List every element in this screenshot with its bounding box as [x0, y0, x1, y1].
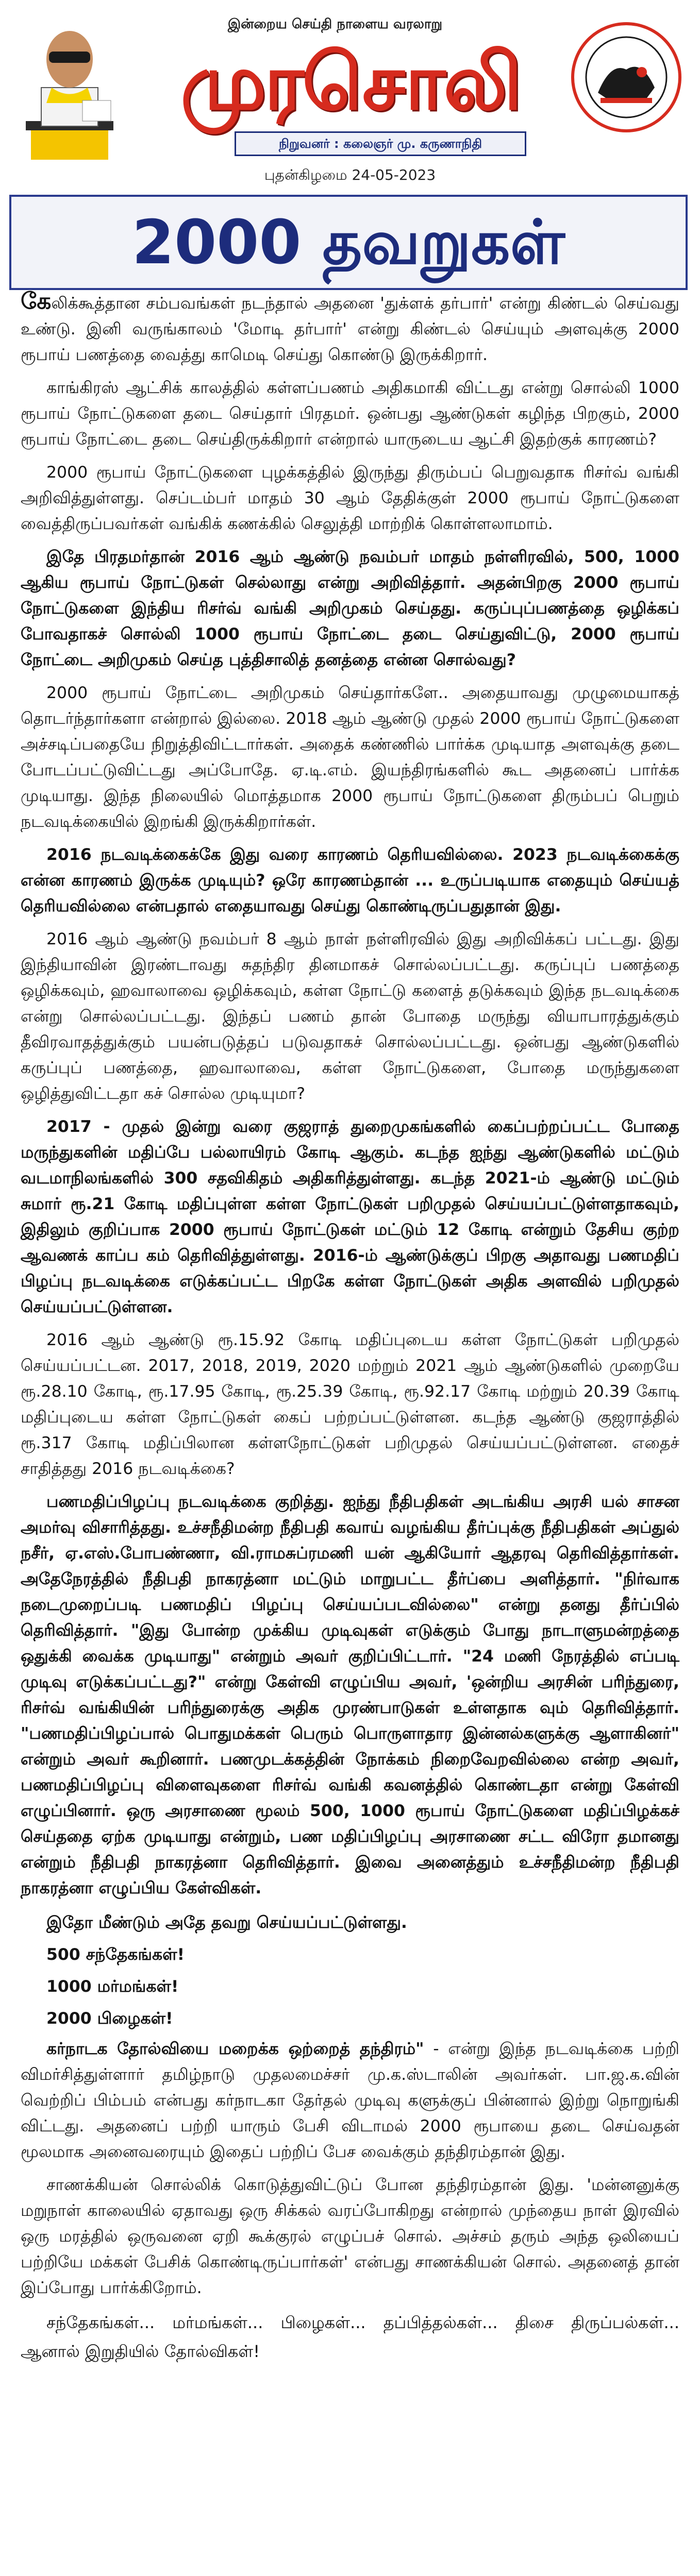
paragraph-5: 2000 ரூபாய் நோட்டை அறிமுகம் செய்தார்களே.. அதையாவது முழுமையாகத் தொடர்ந்தார்களா என்றால் இல்லை. 2018 ஆம் ஆண்டு முதல் 2000 ரூபாய் நோட்டுகளை அச்சடிப்பதையே நிறுத்திவிட்டார்கள். அதைக் கண்ணில் பார்க்க முடியாத அளவுக்கு தடை போடப்பட்டுவிட்டது அப்போதே. ஏ.டி.எம். இயந்திரங்களில் கூட அதனைப் பார்க்க முடியாது. இந்த நிலையில் மொத்தமாக 2000 ரூபாய் நோட்டுகளை திரும்பப் பெறும் நடவடிக்கையில் இறங்கி இருக்கிறார்கள்.: [21, 684, 679, 831]
article-body: [21, 289, 679, 2366]
publication-date: புதன்கிழமை 24-05-2023: [264, 166, 436, 183]
paragraph-1-text: லிக்கூத்தான சம்பவங்கள் நடந்தால் அதனை 'துக்ளக் தர்பார்' என்று கிண்டல் செய்வது உண்டு. இனி வருங்காலம் 'மோடி தர்பார்' என்று கிண்டல் செய்யும் அளவுக்கு 2000 ரூபாய் பணத்தை வைத்து காமெடி செய்து கொண்டு இருக்கிறார்.: [21, 294, 679, 364]
paragraph-11: இதோ மீண்டும் அதே தவறு செய்யப்பட்டுள்ளது.: [46, 1913, 407, 1932]
paragraph-2: காங்கிரஸ் ஆட்சிக் காலத்தில் கள்ளப்பணம் அதிகமாகி விட்டது என்று சொல்லி 1000 ரூபாய் நோட்டுகளை தடை செய்தார் பிரதமர். ஒன்பது ஆண்டுகள் கழிந்த பிறகும், 2000 ரூபாய் நோட்டை தடை செய்திருக்கிறார் என்றால் யாருடைய ஆட்சி இதற்குக் காரணம்?: [21, 379, 679, 449]
paragraph-15-text: - என்று இந்த நடவடிக்கை பற்றி விமர்சித்துள்ளார் தமிழ்நாடு முதலமைச்சர் மு.க.ஸ்டாலின் அவர்கள். பா.ஜ.க.வின் வெற்றிப் பிம்பம் என்பது கர்நாடகா தேர்தல் முடிவு களுக்குப் பின்னால் இற்று நொறுங்கி விட்டது. அதனைப் பற்றி யாரும் பேசி விடாமல் 2000 ரூபாயை தடை செய்வதன் மூலமாக அனைவரையும் இதைப் பற்றிப் பேச வைக்கும் தந்திரம்தான் இது.: [21, 2040, 679, 2161]
paragraph-10: பணமதிப்பிழப்பு நடவடிக்கை குறித்து. ஐந்து நீதிபதிகள் அடங்கிய அரசி யல் சாசன அமர்வு விசாரித்தது. உச்சநீதிமன்ற நீதிபதி கவாய் வழங்கிய தீர்ப்புக்கு நீதிபதிகள் அப்துல் நசீர், ஏ.எஸ்.போபண்ணா, வி.ராமசுப்ரமணி யன் ஆகியோர் ஆதரவு தெரிவித்தார்கள். அதேநேரத்தில் நீதிபதி நாகரத்னா மட்டும் மாறுபட்ட தீர்ப்பை அளித்தார். "நிர்வாக நடைமுறைப்படி பணமதிப் பிழப்பு செய்யப்படவில்லை" என்று தனது தீர்ப்பில் தெரிவித்தார். "இது போன்ற முக்கிய முடிவுகள் எடுக்கும் போது நாடாளுமன்றத்தை ஒதுக்கி வைக்க முடியாது" என்றும் அவர் குறிப்பிட்டார். "24 மணி நேரத்தில் எப்படி முடிவு எடுக்கப்பட்டது?" என்று கேள்வி எழுப்பிய அவர், 'ஒன்றிய அரசின் பரிந்துரை, ரிசர்வ் வங்கியின் பரிந்துரைக்கு அதிக முரண்பாடுகள் உள்ளதாக வும் தெரிவித்தார். "பணமதிப்பிழப்பால் பொதுமக்கள் பெரும் பொருளாதார இன்னல்களுக்கு ஆளாகினர்" என்றும் அவர் கூறினார். பணமுடக்கத்தின் நோக்கம் நிறைவேறவில்லை என்ற அவர், பணமதிப்பிழப்பு விளைவுகளை ரிசர்வ் வங்கி கவனத்தில் கொண்டதா என்று கேள்வி எழுப்பினார். ஒரு அரசாணை மூலம் 500, 1000 ரூபாய் நோட்டுகளை மதிப்பிழக்கச் செய்ததை ஏற்க முடியாது என்றும், பண மதிப்பிழப்பு அரசாணை சட்ட விரோ தமானது என்றும் நீதிபதி நாகரத்னா தெரிவித்தார். இவை அனைத்தும் உச்சநீதிமன்ற நீதிபதி நாகரத்னா எழுப்பிய கேள்விகள்.: [21, 1493, 679, 1897]
headline: 2000 தவறுகள்: [132, 207, 565, 278]
paragraph-12: 500 சந்தேகங்கள்!: [46, 1945, 185, 1964]
paragraph-16: சாணக்கியன் சொல்லிக் கொடுத்துவிட்டுப் போன தந்திரம்தான் இது. 'மன்னனுக்கு மறுநாள் காலையில் ஏதாவது ஒரு சிக்கல் வரப்போகிறது என்றால் முந்தைய நாள் இரவில் ஒரு மரத்தில் ஒருவனை ஏறி கூக்குரல் எழுப்பச் சொல். அச்சம் தரும் அந்த ஒலியைப் பற்றியே மக்கள் பேசிக் கொண்டிருப்பார்கள்' என்பது சாணக்கியன் சொல். அதனைத் தான் இப்போது பார்க்கிறோம்.: [21, 2176, 679, 2297]
founder-portrait: [21, 10, 119, 165]
paragraph-8: 2017 - முதல் இன்று வரை குஜராத் துறைமுகங்களில் கைப்பற்றப்பட்ட போதை மருந்துகளின் மதிப்பே பல்லாயிரம் கோடி ஆகும். கடந்த ஐந்து ஆண்டுகளில் மட்டும் வடமாநிலங்களில் 300 சதவிகிதம் அதிகரித்துள்ளது. கடந்த 2021-ம் ஆண்டு மட்டும் சுமார் ரூ.21 கோடி மதிப்புள்ள கள்ள நோட்டுகள் பறிமுதல் செய்யப்பட்டுள்ளதாகவும், இதிலும் குறிப்பாக 2000 ரூபாய் நோட்டுகள் மட்டும் 12 கோடி என்றும் தேசிய குற்ற ஆவணக் காப்ப கம் தெரிவித்துள்ளது. 2016-ம் ஆண்டுக்குப் பிறகு அதாவது பணமதிப் பிழப்பு நடவடிக்கை எடுக்கப்பட்ட பிறகே கள்ள நோட்டுகள் அதிக அளவில் பறிமுதல் செய்யப்பட்டுள்ளன.: [21, 1117, 679, 1316]
headline-box: [9, 195, 688, 290]
party-seal: [570, 21, 683, 134]
founder-label: நிறுவனர் : கலைஞர் மு. கருணாநிதி: [235, 131, 526, 156]
masthead: [0, 0, 700, 196]
newspaper-logo: முரசொலி: [180, 38, 520, 127]
paragraph-9: 2016 ஆம் ஆண்டு ரூ.15.92 கோடி மதிப்புடைய கள்ள நோட்டுகள் பறிமுதல் செய்யப்பட்டன. 2017, 2018, 2019, 2020 மற்றும் 2021 ஆம் ஆண்டுகளில் முறையே ரூ.28.10 கோடி, ரூ.17.95 கோடி, ரூ.25.39 கோடி, ரூ.92.17 கோடி மற்றும் 20.39 கோடி மதிப்புடைய கள்ள நோட்டுகள் கைப் பற்றப்பட்டுள்ளன. கடந்த ஆண்டு குஜராத்தில் ரூ.317 கோடி மதிப்பிலான கள்ளநோட்டுகள் பறிமுதல் செய்யப்பட்டுள்ளன. எதைச் சாதித்தது 2016 நடவடிக்கை?: [21, 1331, 679, 1478]
paragraph-14: 2000 பிழைகள்!: [46, 2009, 173, 2028]
paragraph-15: [21, 2036, 679, 2165]
paragraph-15-bold: கர்நாடக தோல்வியை மறைக்க ஒற்றைத் தந்திரம்": [46, 2040, 424, 2058]
paragraph-7: 2016 ஆம் ஆண்டு நவம்பர் 8 ஆம் நாள் நள்ளிரவில் இது அறிவிக்கப் பட்டது. இது இந்தியாவின் இரண்டாவது சுதந்திர தினமாகச் சொல்லப்பட்டது. கருப்புப் பணத்தை ஒழிக்கவும், ஹவாலாவை ஒழிக்கவும், கள்ள நோட்டு களைத் தடுக்கவும் இந்த நடவடிக்கை என்று சொல்லப்பட்டது. இந்தப் பணம் தான் போதை மருந்து வியாபாரத்துக்கும் தீவிரவாதத்துக்கும் பயன்படுத்தப் படுவதாகச் சொல்லப்பட்டது. ஒன்பது ஆண்டுகளில் கருப்புப் பணத்தை, ஹவாலாவை, கள்ள நோட்டுகளை, போதை மருந்துகளை ஒழித்துவிட்டதா கச் சொல்ல முடியுமா?: [21, 930, 679, 1103]
paragraph-6: 2016 நடவடிக்கைக்கே இது வரை காரணம் தெரியவில்லை. 2023 நடவடிக்கைக்கு என்ன காரணம் இருக்க முடியும்? ஒரே காரணம்தான் ... உருப்படியாக எதையும் செய்யத் தெரியவில்லை என்பதால் எதையாவது செய்து கொண்டிருப்பதுதான் இது.: [21, 845, 679, 916]
paragraph-1: [21, 289, 679, 368]
paragraph-13: 1000 மர்மங்கள்!: [46, 1977, 179, 1996]
tagline: இன்றைய செய்தி நாளைய வரலாறு: [227, 16, 443, 32]
paragraph-17: சந்தேகங்கள்... மர்மங்கள்... பிழைகள்... தப்பித்தல்கள்... திசை திருப்பல்கள்... ஆனால் இறுதியில் தோல்விகள்!: [21, 2313, 679, 2361]
dropcap: கே: [21, 288, 52, 314]
paragraph-4: இதே பிரதமர்தான் 2016 ஆம் ஆண்டு நவம்பர் மாதம் நள்ளிரவில், 500, 1000 ஆகிய ரூபாய் நோட்டுகள் செல்லாது என்று அறிவித்தார். அதன்பிறகு 2000 ரூபாய் நோட்டுகளை இந்திய ரிசர்வ் வங்கி அறிமுகம் செய்தது. கருப்புப்பணத்தை ஒழிக்கப் போவதாகச் சொல்லி 1000 ரூபாய் நோட்டை தடை செய்துவிட்டு, 2000 ரூபாய் நோட்டை அறிமுகம் செய்த புத்திசாலித் தனத்தை என்ன சொல்வது?: [21, 548, 679, 669]
paragraph-3: 2000 ரூபாய் நோட்டுகளை புழக்கத்தில் இருந்து திரும்பப் பெறுவதாக ரிசர்வ் வங்கி அறிவித்துள்ளது. செப்டம்பர் மாதம் 30 ஆம் தேதிக்குள் 2000 ரூபாய் நோட்டுகளை வைத்திருப்பவர்கள் வங்கிக் கணக்கில் செலுத்தி மாற்றிக் கொள்ளலாமாம்.: [21, 463, 679, 533]
